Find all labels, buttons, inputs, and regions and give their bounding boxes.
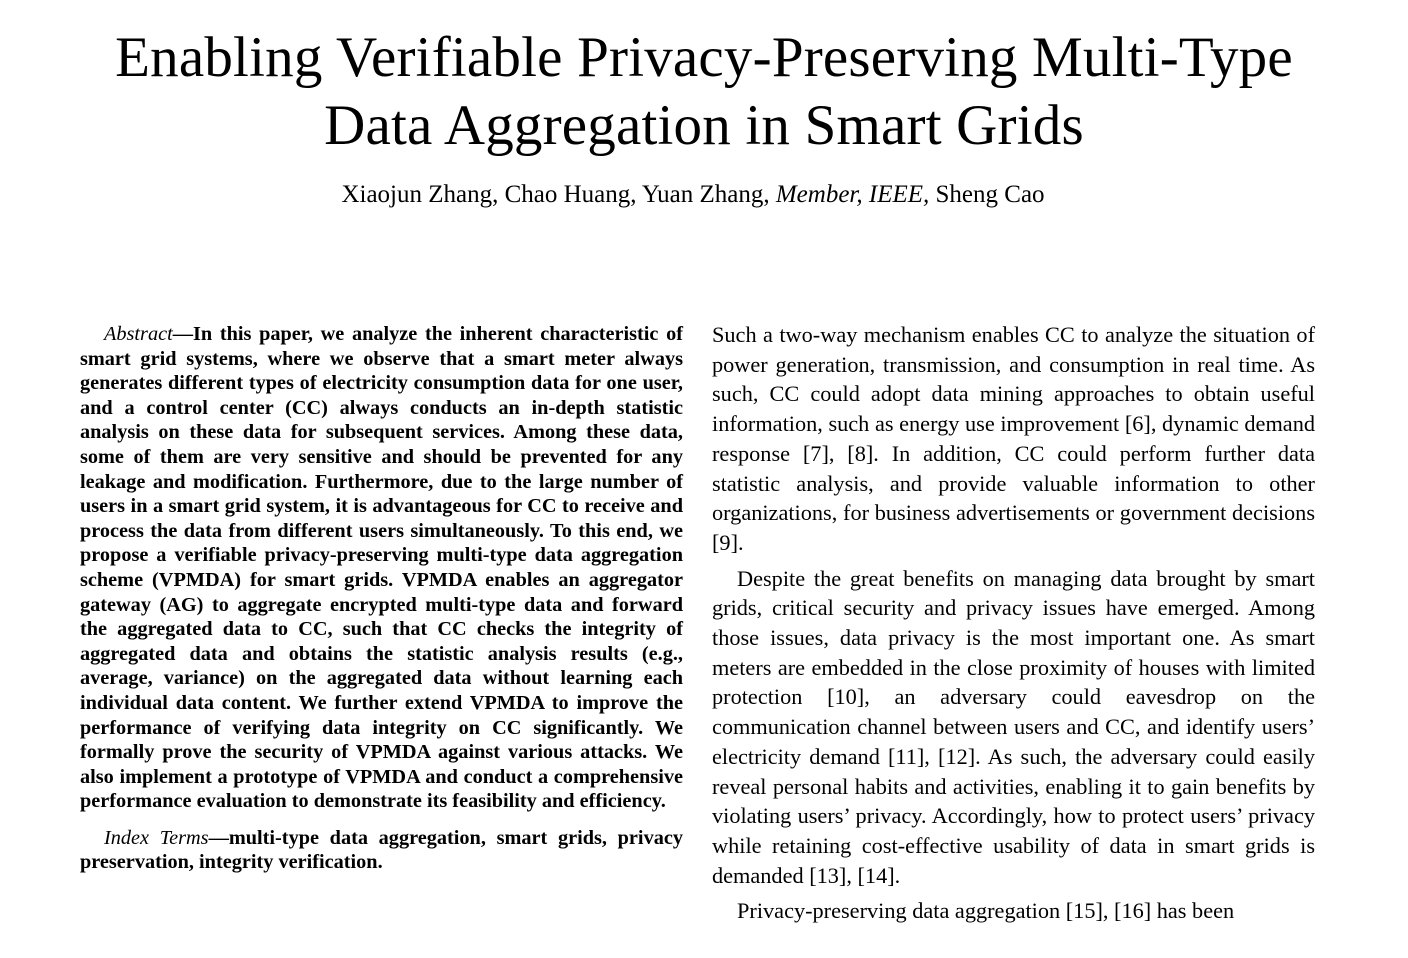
body-paragraph-1: Such a two-way mechanism enables CC to analyze the situation of power generation, transmission, and consumption in real time. As such, CC could adopt data mining approaches to obtain useful information, such as energy use improvement [6], dynamic demand response [7], [8]. In addition, CC could perform further data statistic analysis, and provide valuable information to other organizations, for business advertisements or government decisions [9].: [712, 322, 1315, 555]
left-column: [80, 322, 683, 875]
abstract-paragraph: [80, 322, 683, 814]
abstract-text: —In this paper, we analyze the inherent characteristic of smart grid systems, where we observe that a smart meter always generates different types of electricity consumption data for one user, and a control center (CC) always conducts an in-depth statistic analysis on these data for subsequent services. Among these data, some of them are very sensitive and should be prevented for any leakage and modification. Furthermore, due to the large number of users in a smart grid system, it is advantageous for CC to receive and process the data from different users simultaneously. To this end, we propose a verifiable privacy-preserving multi-type data aggregation scheme (VPMDA) for smart grids. VPMDA enables an aggregator gateway (AG) to aggregate encrypted multi-type data and forward the aggregated data to CC, such that CC checks the integrity of aggregated data and obtains the statistic analysis results (e.g., average, variance) on the aggregated data without learning each individual data content. We further extend VPMDA to improve the performance of verifying data integrity on CC significantly. We formally prove the security of VPMDA against various attacks. We also implement a prototype of VPMDA and conduct a comprehensive performance evaluation to demonstrate its feasibility and efficiency.: [80, 323, 683, 813]
author-last: Sheng Cao: [935, 181, 1045, 208]
title-line-2: Data Aggregation in Smart Grids: [324, 94, 1084, 157]
paper-title: [0, 24, 1408, 160]
index-terms-text: —multi-type data aggregation, smart grids, privacy preservation, integrity verification.: [80, 826, 683, 874]
author-names: Xiaojun Zhang, Chao Huang, Yuan Zhang,: [341, 181, 770, 208]
body-paragraph-2: Despite the great benefits on managing data brought by smart grids, critical security and privacy issues have emerged. Among those issues, data privacy is the most important one. As smart meters are embedded in the close proximity of houses with limited protection [10], an adversary could eavesdrop on the communication channel between users and CC, and identify users’ electricity demand [11], [12]. As such, the adversary could easily reveal personal habits and activities, enabling it to gain benefits by violating users’ privacy. Accordingly, how to protect users’ privacy while retaining cost-effective usability of data in smart grids is demanded [13], [14].: [712, 565, 1315, 888]
abstract-label: Abstract: [104, 323, 173, 345]
author-list: [0, 178, 1386, 212]
title-line-1: Enabling Verifiable Privacy-Preserving Multi-Type: [115, 26, 1293, 89]
body-paragraph-3: Privacy-preserving data aggregation [15], [16] has been: [737, 898, 1235, 924]
author-affiliation: Member, IEEE,: [775, 181, 930, 208]
right-column: [712, 320, 1315, 926]
index-terms-label: Index Terms: [104, 826, 209, 849]
index-terms-paragraph: [80, 826, 683, 875]
